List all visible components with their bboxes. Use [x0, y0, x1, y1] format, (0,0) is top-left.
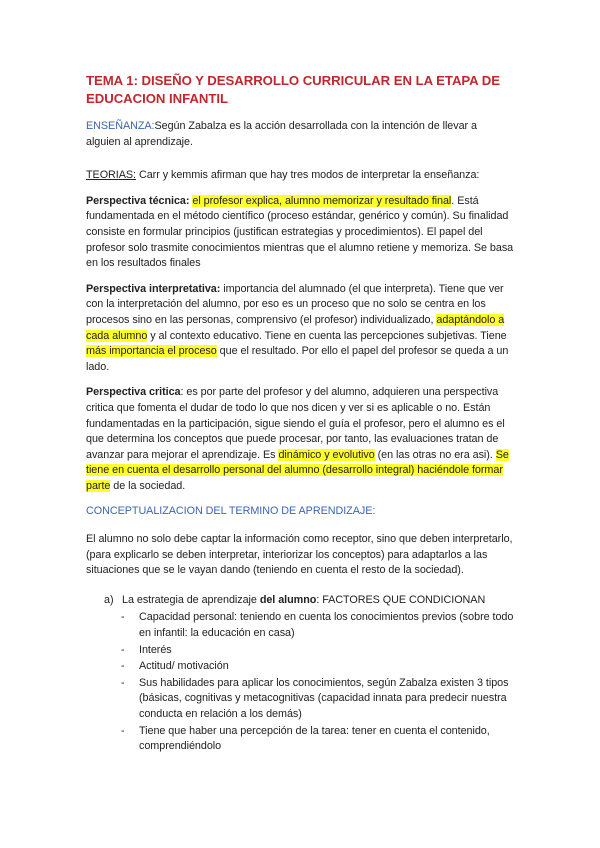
perspectiva-interpretativa-paragraph	[86, 282, 514, 376]
perspectiva-interpretativa-highlight-2: más importancia el proceso	[86, 345, 217, 358]
dash-marker: -	[121, 611, 125, 624]
list-item	[121, 724, 514, 755]
ensenanza-paragraph	[86, 119, 514, 150]
perspectiva-critica-text-1: : es por parte del profesor y del alumno, adquieren una perspectiva critica que fomenta el dudar de todo lo que nos dicen y ver si es aplicable o no. Están fundamentadas en la participación, sigue siendo el guía el profesor, pero el alumno es el que determina los conceptos que puede procesar, por tanto, las evaluaciones tratan de avanzar para mejorar el aprendizaje. Es	[86, 386, 505, 461]
estrategia-text-1: La estrategia de aprendizaje	[122, 593, 260, 606]
estrategia-heading	[86, 593, 514, 609]
perspectiva-critica-highlight-1: dinámico y evolutivo	[278, 448, 375, 461]
perspectiva-interpretativa-label: Perspectiva interpretativa:	[86, 282, 221, 295]
estrategia-text-2: : FACTORES QUE CONDICIONAN	[316, 593, 486, 606]
estrategia-bold: del alumno	[259, 593, 317, 606]
perspectiva-interpretativa-text-3: que el resultado. Por ello el papel del profesor se queda a un lado.	[86, 345, 509, 373]
perspectiva-interpretativa-text-2: y al contexto educativo. Tiene en cuenta las percepciones subjetivas. Tiene	[147, 329, 507, 342]
dash-marker: -	[121, 643, 125, 656]
conceptualizacion-paragraph: El alumno no solo debe captar la información como receptor, sino que deben interpretarlo, (para explicarlo se deben interpretar, interiorizar los conceptos) para adaptarlos a las situaciones que se le vayan dando (teniendo en cuenta el resto de la sociedad).	[86, 533, 513, 577]
perspectiva-interpretativa-highlight-1: adaptándolo a cada alumno	[86, 313, 505, 342]
perspectiva-critica-text-2: (en las otras no era asi).	[374, 448, 496, 461]
dash-marker: -	[121, 676, 125, 689]
perspectiva-critica-highlight-2: Se tiene en cuenta el desarrollo personal del alumno (desarrollo integral) haciéndole formar parte	[86, 448, 509, 492]
ensenanza-label: ENSEÑANZA:	[86, 120, 155, 132]
teorias-label: TEORIAS:	[86, 169, 136, 182]
teorias-paragraph	[86, 168, 514, 184]
list-item-text: Interés	[139, 643, 172, 656]
list-item-text: Tiene que haber una percepción de la tarea: tener en cuenta el contenido, comprendiéndolo	[139, 724, 490, 753]
list-item-text: Actitud/ motivación	[139, 660, 229, 673]
dash-marker: -	[121, 660, 125, 673]
perspectiva-tecnica-text: . Está fundamentada en el método científico (proceso estándar, genérico y común). Su finalidad consiste en formular principios (justifican estrategias y procedimientos). El papel del profesor solo trasmite conocimientos mientras que el alumno retiene y memoriza. Se basa en los resultados finales	[86, 194, 514, 270]
perspectiva-critica-text-3: de la sociedad.	[110, 479, 186, 492]
perspectiva-critica-paragraph	[86, 385, 514, 494]
list-item-text: Sus habilidades para aplicar los conocimientos, según Zabalza existen 3 tipos (básicas, cognitivas y metacognitivas (capacidad innata para predecir nuestra conducta en relación a los demás)	[139, 676, 509, 720]
list-item	[121, 643, 514, 659]
estrategia-marker: a)	[104, 593, 114, 606]
list-item	[121, 610, 514, 641]
list-item	[121, 659, 514, 675]
conceptualizacion-heading: CONCEPTUALIZACION DEL TERMINO DE APRENDIZAJE:	[86, 505, 376, 518]
teorias-text: Carr y kemmis afirman que hay tres modos de interpretar la enseñanza:	[136, 169, 480, 182]
ensenanza-text: Según Zabalza es la acción desarrollada con la intención de llevar a alguien al aprendizaje.	[86, 120, 478, 148]
factores-list	[86, 610, 514, 754]
perspectiva-tecnica-label: Perspectiva técnica:	[86, 194, 190, 207]
perspectiva-critica-label: Perspectiva critica	[86, 386, 181, 399]
list-item-text: Capacidad personal: teniendo en cuenta los conocimientos previos (sobre todo en infantil: la educación en casa)	[139, 611, 514, 640]
dash-marker: -	[121, 724, 125, 737]
perspectiva-tecnica-highlight: el profesor explica, alumno memorizar y resultado final	[192, 194, 452, 207]
perspectiva-interpretativa-text-1: importancia del alumnado (el que interpreta). Tiene que ver con la interpretación del alumno, por eso es un proceso que no solo se centra en los procesos sino en las personas, comprensivo (el profesor) individualizado,	[86, 282, 504, 326]
perspectiva-tecnica-paragraph	[86, 194, 514, 272]
list-item	[121, 676, 514, 723]
document-title: TEMA 1: DISEÑO Y DESARROLLO CURRICULAR EN LA ETAPA DE EDUCACION INFANTIL	[86, 73, 500, 106]
